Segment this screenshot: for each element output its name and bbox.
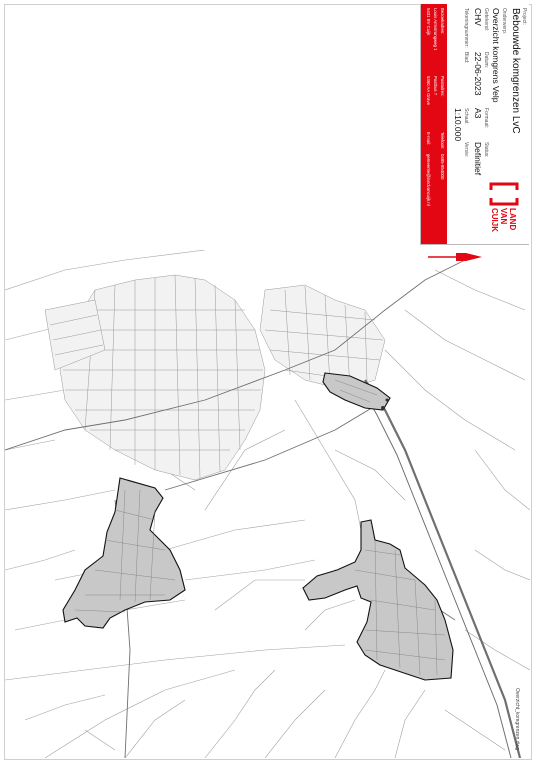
- schaal-value: 1:10.000: [453, 108, 463, 142]
- versie-label: Versie:: [463, 142, 469, 158]
- getekend-label: Getekend:: [483, 8, 489, 32]
- getekend-value: CHV: [473, 8, 483, 26]
- bezoekadres-line2: 5431 BV Cuijk: [426, 8, 431, 36]
- postadres-label: Postadres:: [440, 76, 445, 97]
- datum-label: Datum:: [483, 52, 489, 69]
- north-arrow-icon: [426, 250, 486, 264]
- formaat-value: A3: [473, 108, 483, 119]
- tekeningnummer-label: Tekeningnummer:: [463, 8, 469, 48]
- telefoon-value: 0485-854000: [440, 154, 445, 180]
- zone-west[interactable]: [63, 478, 185, 628]
- telefoon-label: Telefoon:: [440, 132, 445, 150]
- email-value: gemeente@landvancuijk.nl: [426, 154, 431, 206]
- project-value: Bebouwde komgrenzen LvC: [510, 8, 521, 134]
- zone-north[interactable]: [323, 373, 390, 410]
- logo-line-3: CUIJK: [490, 208, 499, 233]
- formaat-label: Formaat:: [483, 108, 489, 129]
- datum-value: 22-06-2023: [473, 52, 483, 96]
- contact-bar: [421, 4, 447, 244]
- title-block: [420, 4, 529, 245]
- onderwerp-label: Onderwerp:: [501, 8, 507, 35]
- map-canvas[interactable]: [5, 250, 530, 758]
- status-label: Status:: [483, 142, 489, 158]
- onderwerp-value: Overzicht komgrens Velp: [491, 8, 501, 103]
- postadres-line1: Postbus 7: [433, 76, 438, 96]
- bezoekadres-label: Bezoekadres:: [440, 8, 445, 35]
- email-label: E-mail:: [426, 132, 431, 146]
- logo-line-1: LAND: [508, 208, 517, 231]
- status-value: Definitief: [473, 142, 483, 176]
- logo-line-2: VAN: [499, 208, 508, 225]
- postadres-line2: 5360 AA Grave: [426, 76, 431, 105]
- land-van-cuijk-logo: [487, 182, 521, 240]
- project-label: Project:: [521, 8, 527, 25]
- blad-label: Blad:: [463, 52, 469, 64]
- drawing-filename: Overzicht_komgrenzen.dwg: [514, 688, 520, 750]
- zone-east[interactable]: [303, 520, 453, 680]
- bezoekadres-line1: Louis Armstrongweg 1: [433, 8, 438, 51]
- schaal-label: Schaal:: [463, 108, 469, 125]
